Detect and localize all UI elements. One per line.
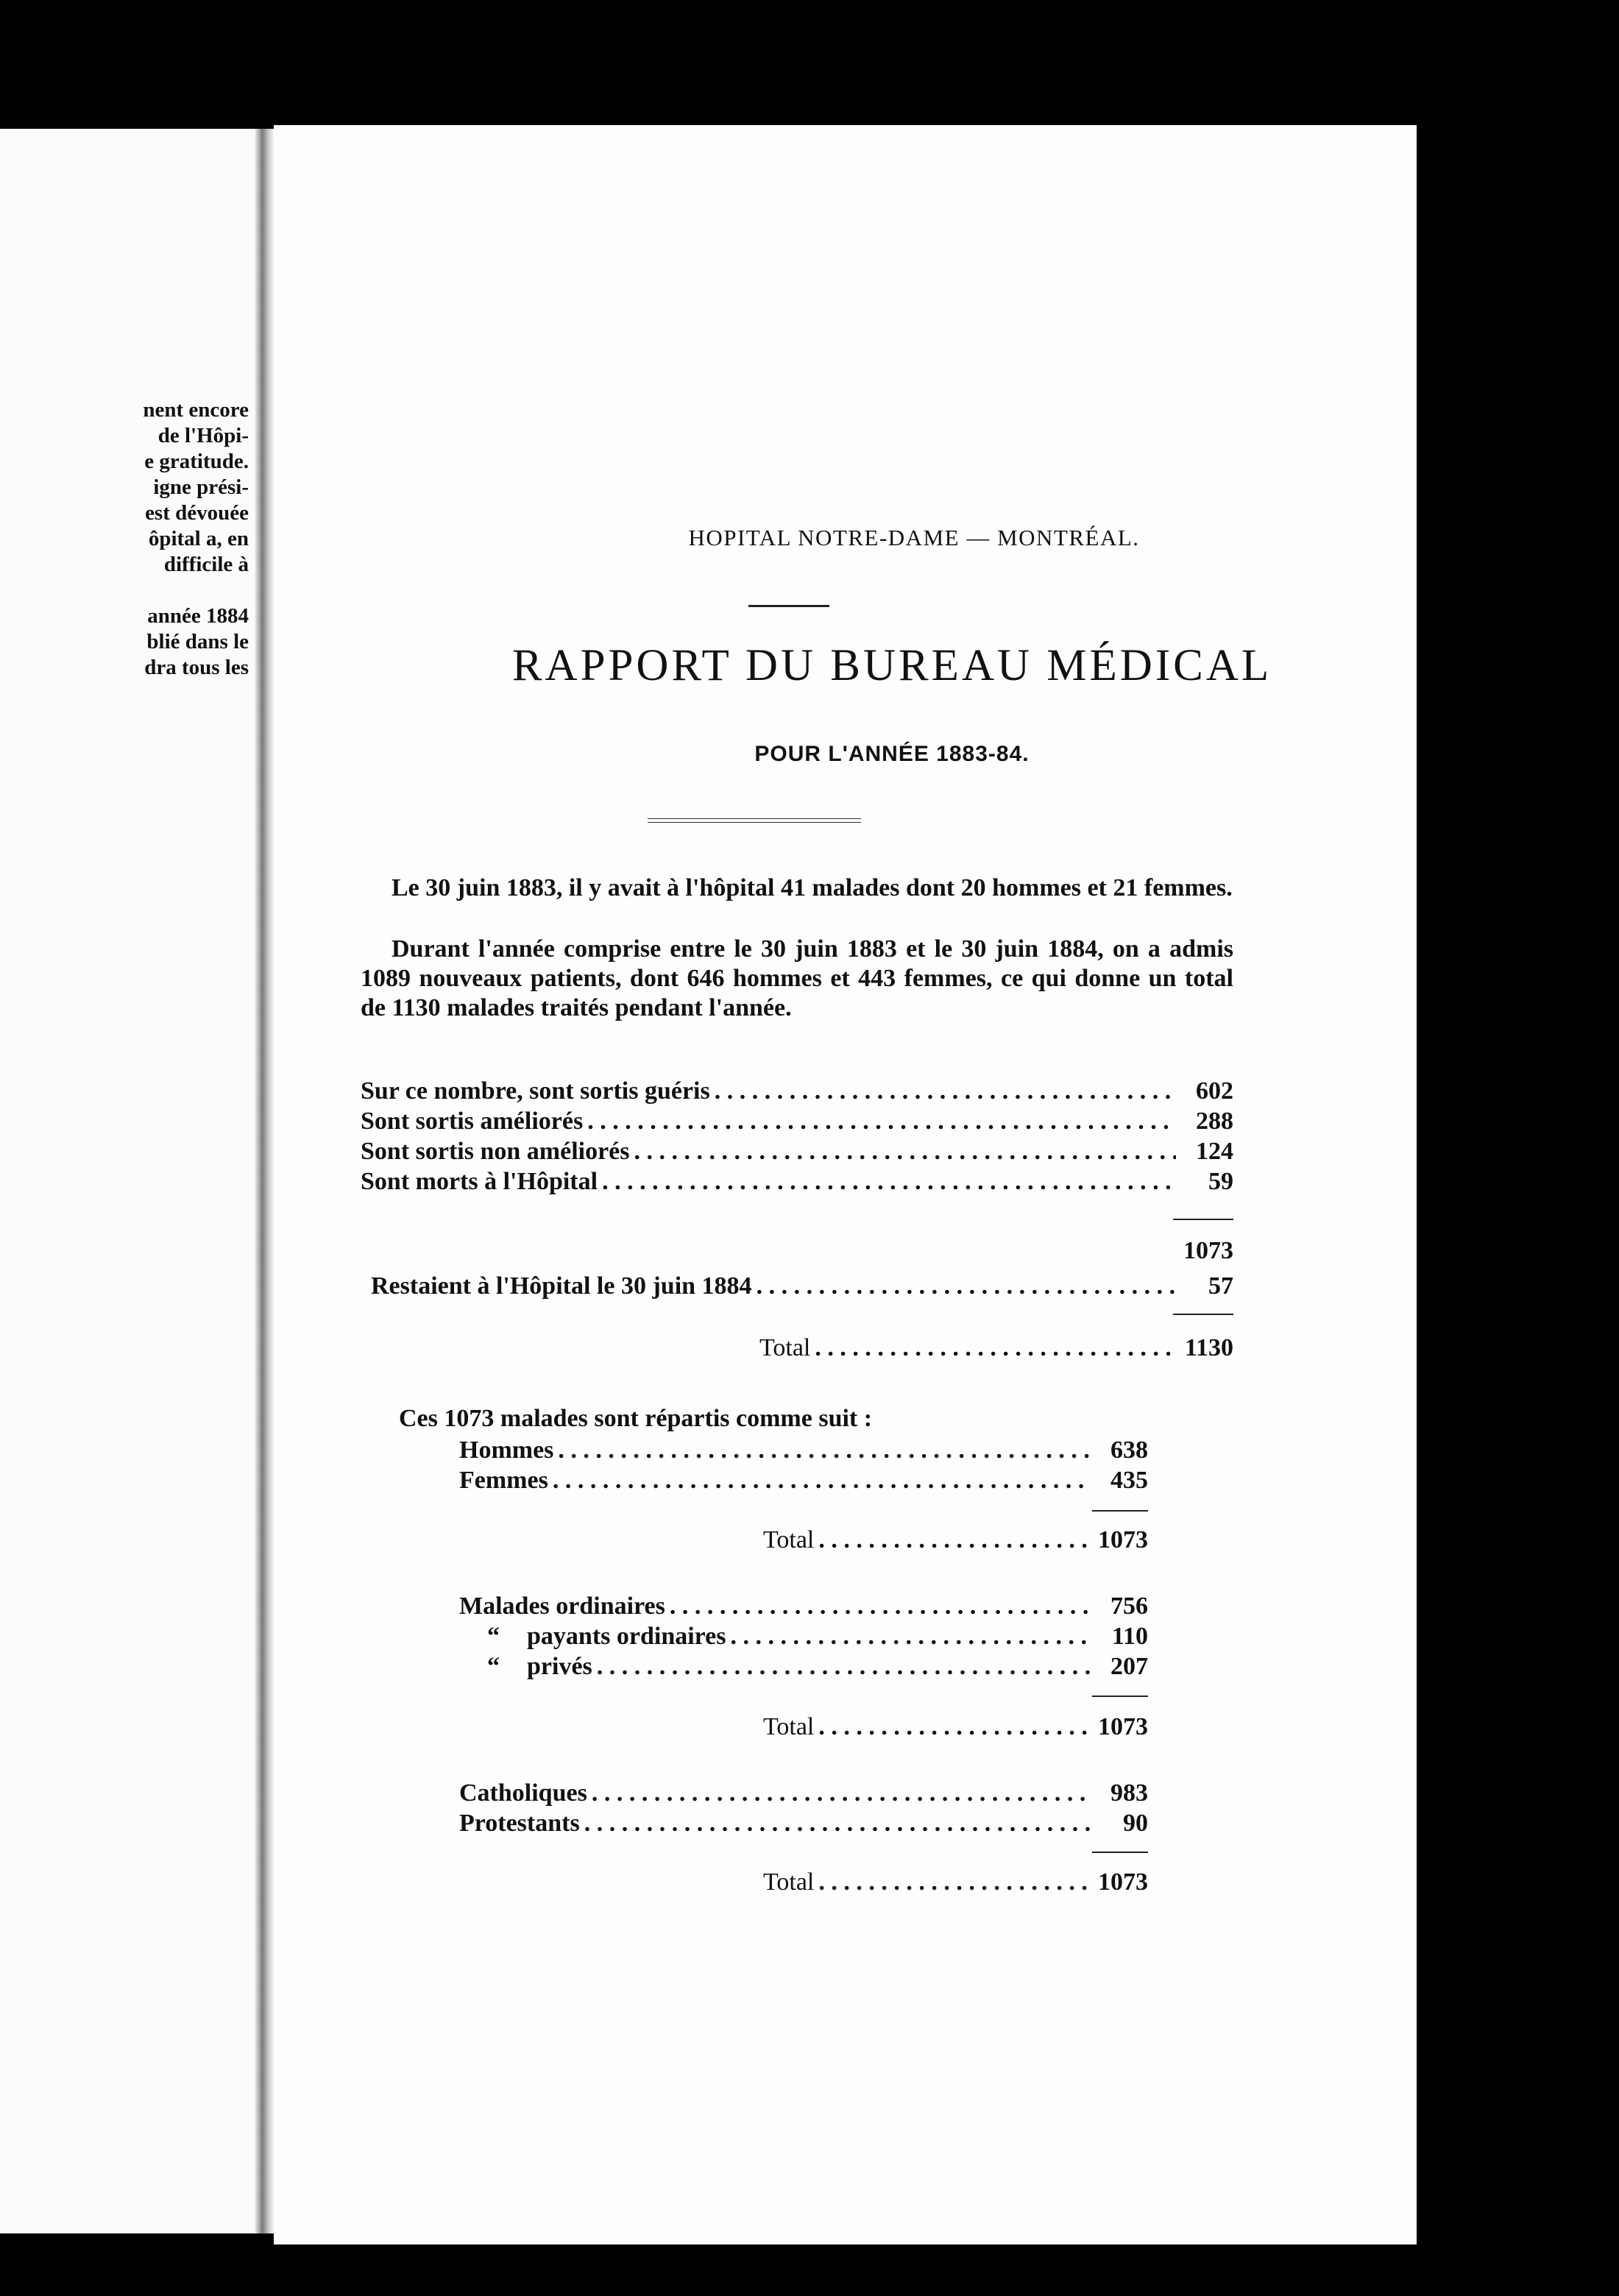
remaining-value: 57: [1208, 1272, 1233, 1300]
remaining-row: [371, 1272, 1233, 1301]
left-line: année 1884: [147, 604, 249, 628]
outcome-row: [361, 1107, 1233, 1136]
header-rule: [748, 605, 829, 607]
type-label: Malades ordinaires: [459, 1592, 665, 1620]
outcome-label: Sont morts à l'Hôpital: [361, 1168, 598, 1195]
outcome-label: Sont sortis non améliorés: [361, 1138, 630, 1165]
leader-dots: [757, 1272, 1176, 1301]
left-line: [0, 578, 249, 603]
sex-value: 435: [1110, 1467, 1148, 1494]
left-line: est dévouée: [145, 501, 249, 525]
religion-row: [459, 1779, 1148, 1808]
outcomes-subtotal: [1157, 1236, 1233, 1266]
leader-dots: [818, 1712, 1091, 1742]
type-label: payants ordinaires: [527, 1623, 726, 1650]
report-subtitle: POUR L'ANNÉE 1883-84.: [754, 742, 1030, 766]
leader-dots: [818, 1526, 1091, 1555]
ditto-mark: “: [487, 1653, 500, 1680]
breakdown-intro: Ces 1073 malades sont répartis comme suit :: [399, 1405, 873, 1432]
total-value: 1073: [1098, 1713, 1148, 1740]
book-gutter: [255, 129, 274, 2233]
type-row: [459, 1592, 1148, 1621]
left-line: dra tous les: [144, 656, 249, 679]
total-value: 1073: [1098, 1868, 1148, 1896]
sum-rule: [1173, 1314, 1233, 1315]
sum-rule: [1092, 1852, 1148, 1853]
type-value: 207: [1110, 1653, 1148, 1680]
leader-dots: [587, 1107, 1176, 1136]
leader-dots: [715, 1077, 1176, 1106]
leader-dots: [597, 1652, 1091, 1682]
total-value: 1073: [1098, 1526, 1148, 1553]
leader-dots: [558, 1436, 1091, 1465]
report-title: RAPPORT DU BUREAU MÉDICAL: [511, 641, 1272, 690]
outcome-row: [361, 1137, 1233, 1166]
leader-dots: [670, 1592, 1091, 1621]
religion-value: 90: [1123, 1810, 1148, 1837]
total-label: Total: [763, 1868, 815, 1896]
leader-dots: [730, 1622, 1091, 1651]
paragraph-admissions: Durant l'année comprise entre le 30 juin 1883 et le 30 juin 1884, on a admis 1089 nouveaux patients, dont 646 hommes et 443 femmes, ce qui donne un total de 1130 malades traités pendant l'année.: [361, 935, 1233, 1021]
left-line: igne prési-: [153, 475, 249, 499]
ornamental-rule: [648, 818, 861, 823]
outcome-label: Sont sortis améliorés: [361, 1108, 584, 1135]
left-line: nent encore: [143, 398, 249, 422]
total-value: 1130: [1184, 1334, 1233, 1361]
subtotal-value: 1073: [1183, 1237, 1233, 1264]
leader-dots: [584, 1809, 1091, 1838]
religion-label: Protestants: [459, 1810, 580, 1837]
left-line: ôpital a, en: [148, 527, 249, 550]
type-row: [487, 1652, 1148, 1682]
total-label: Total: [759, 1334, 811, 1361]
outcome-row: [361, 1167, 1233, 1197]
leader-dots: [592, 1779, 1091, 1808]
left-line: de l'Hôpi-: [157, 424, 249, 447]
religion-total-row: [763, 1868, 1148, 1897]
type-value: 110: [1111, 1623, 1148, 1650]
religion-label: Catholiques: [459, 1779, 587, 1807]
sum-rule: [1092, 1510, 1148, 1512]
sex-total-row: [763, 1526, 1148, 1555]
type-label: privés: [527, 1653, 592, 1680]
left-line: difficile à: [163, 553, 249, 576]
leader-dots: [634, 1137, 1177, 1166]
type-row: [487, 1622, 1148, 1651]
sex-value: 638: [1110, 1436, 1148, 1464]
leader-dots: [602, 1167, 1176, 1197]
religion-row: [459, 1809, 1148, 1838]
leader-dots: [815, 1333, 1176, 1363]
sex-label: Hommes: [459, 1436, 554, 1464]
sex-label: Femmes: [459, 1467, 548, 1494]
left-line: blié dans le: [146, 630, 249, 653]
total-label: Total: [763, 1713, 815, 1740]
left-line: e gratitude.: [144, 450, 249, 473]
sum-rule: [1092, 1696, 1148, 1697]
page-content: [274, 125, 1417, 2244]
outcome-label: Sur ce nombre, sont sortis guéris: [361, 1077, 710, 1105]
remaining-label: Restaient à l'Hôpital le 30 juin 1884: [371, 1272, 752, 1300]
outcome-row: [361, 1077, 1233, 1106]
outcome-value: 288: [1196, 1108, 1233, 1135]
leader-dots: [553, 1466, 1091, 1495]
outcome-value: 124: [1196, 1138, 1233, 1165]
total-label: Total: [763, 1526, 815, 1553]
sum-rule: [1173, 1219, 1233, 1220]
left-page-text: [0, 397, 249, 681]
outcome-value: 59: [1208, 1168, 1233, 1195]
grand-total-row: [759, 1333, 1233, 1363]
type-total-row: [763, 1712, 1148, 1742]
paragraph-initial-census: Le 30 juin 1883, il y avait à l'hôpital 41 malades dont 20 hommes et 21 femmes.: [392, 874, 1233, 901]
religion-value: 983: [1110, 1779, 1148, 1807]
sex-row: [459, 1436, 1148, 1465]
right-page: [274, 125, 1417, 2244]
ditto-mark: “: [487, 1623, 500, 1650]
sex-row: [459, 1466, 1148, 1495]
left-page: [0, 129, 265, 2233]
outcome-value: 602: [1196, 1077, 1233, 1105]
leader-dots: [818, 1868, 1091, 1897]
page-header: HOPITAL NOTRE-DAME — MONTRÉAL.: [688, 525, 1140, 550]
type-value: 756: [1110, 1592, 1148, 1620]
